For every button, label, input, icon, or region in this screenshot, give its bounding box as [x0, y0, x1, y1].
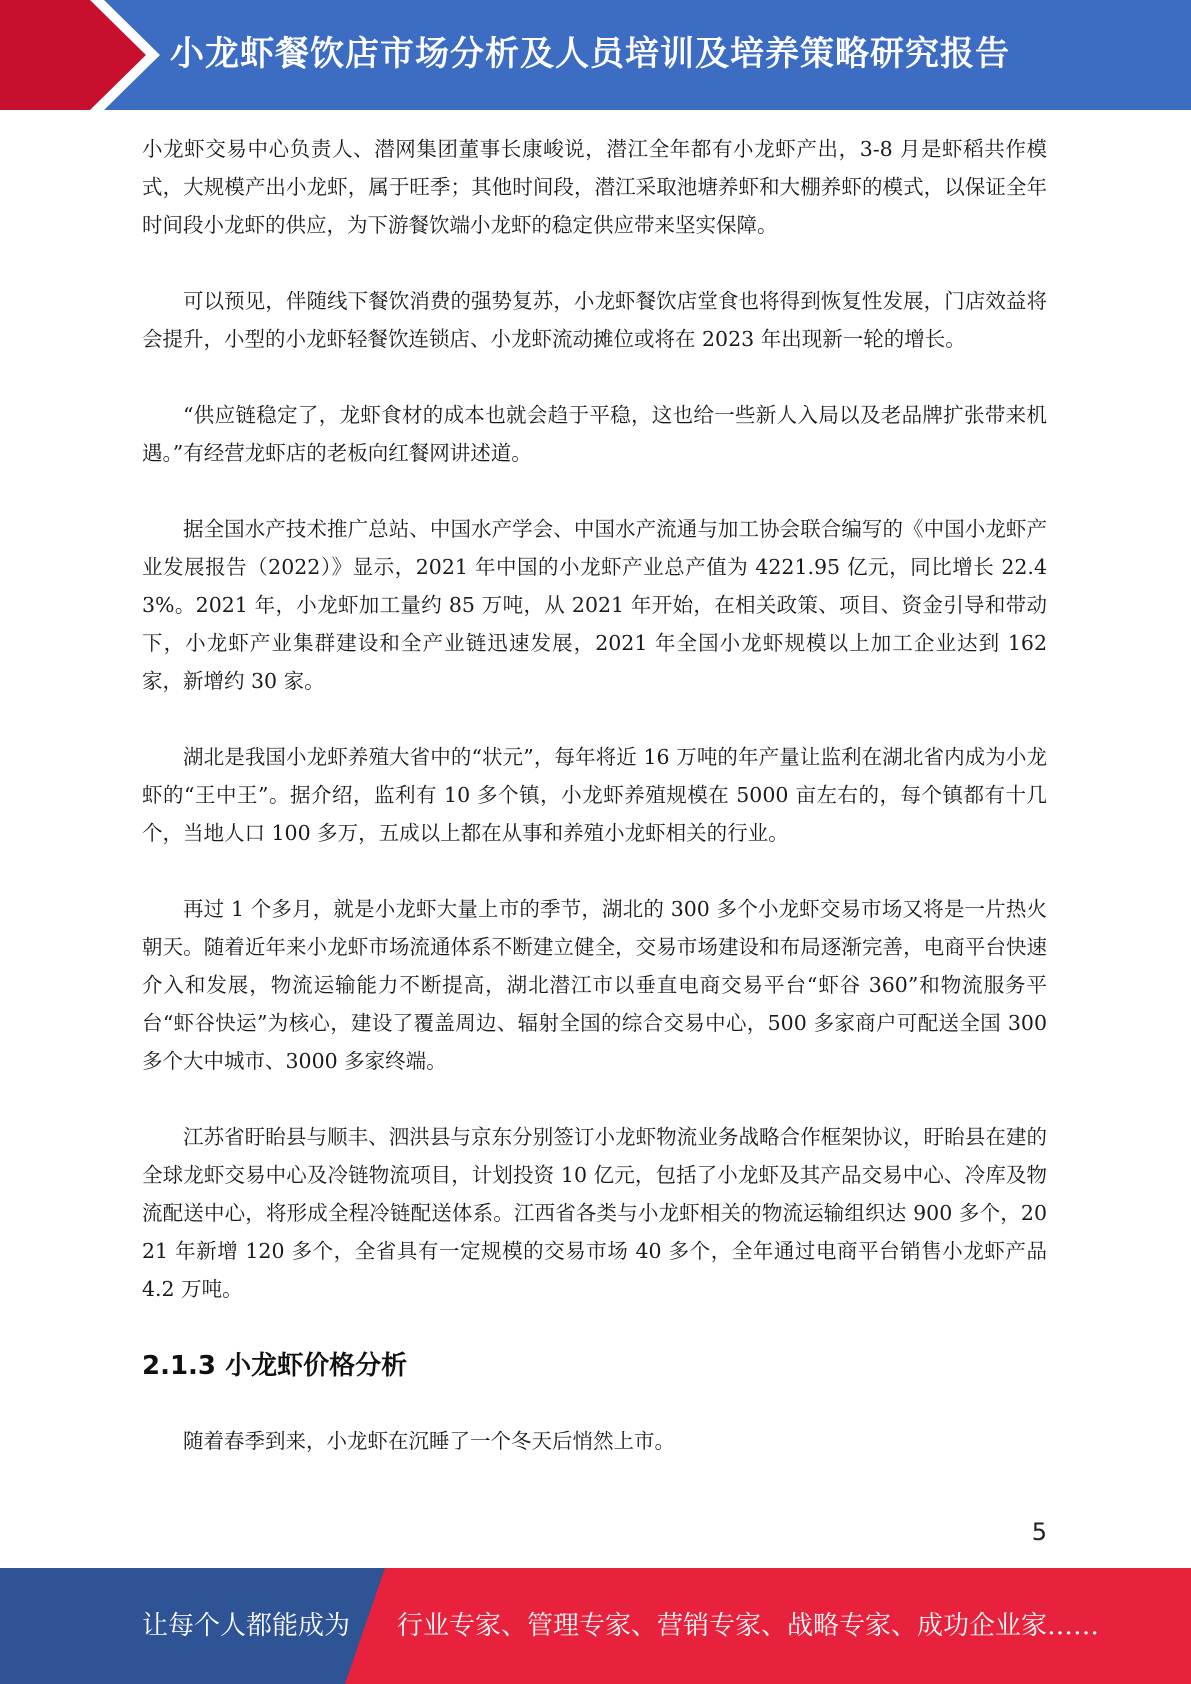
header-red-arrow	[0, 0, 146, 110]
section-heading: 2.1.3 小龙虾价格分析	[142, 1351, 408, 1381]
paragraph-7: 江苏省盱眙县与顺丰、泗洪县与京东分别签订小龙虾物流业务战略合作框架协议，盱眙县在建的全球龙虾交易中心及冷链物流项目，计划投资 10 亿元，包括了小龙虾及其产品交易中心、冷库及物流配送中心，将形成全程冷链配送体系。江西省各类与小龙虾相关的物流运输组织达 900 多个，2021 年新增 120 多个，全省具有一定规模的交易市场 40 多个，全年通过电商平台销售小龙虾产品 4.2 万吨。	[142, 1125, 1047, 1301]
document-title: 小龙虾餐饮店市场分析及人员培训及培养策略研究报告	[170, 34, 1010, 74]
footer-slogan-left: 让每个人都能成为	[142, 1611, 351, 1641]
page-number: 5	[1031, 1518, 1047, 1546]
paragraph-2: 可以预见，伴随线下餐饮消费的强势复苏，小龙虾餐饮店堂食也将得到恢复性发展，门店效益将会提升，小型的小龙虾轻餐饮连锁店、小龙虾流动摊位或将在 2023 年出现新一轮的增长。	[142, 289, 1047, 351]
paragraph-3: “供应链稳定了，龙虾食材的成本也就会趋于平稳，这也给一些新人入局以及老品牌扩张带来机遇。”有经营龙虾店的老板向红餐网讲述道。	[142, 403, 1047, 465]
paragraph-6: 再过 1 个多月，就是小龙虾大量上市的季节，湖北的 300 多个小龙虾交易市场又将是一片热火朝天。随着近年来小龙虾市场流通体系不断建立健全，交易市场建设和布局逐渐完善，电商平台快速介入和发展，物流运输能力不断提高，湖北潜江市以垂直电商交易平台“虾谷 360”和物流服务平台“虾谷快运”为核心，建设了覆盖周边、辐射全国的综合交易中心，500 多家商户可配送全国 300 多个大中城市、3000 多家终端。	[142, 897, 1047, 1073]
paragraph-4: 据全国水产技术推广总站、中国水产学会、中国水产流通与加工协会联合编写的《中国小龙虾产业发展报告（2022）》显示，2021 年中国的小龙虾产业总产值为 4221.95 亿元，同比增长 22.43%。2021 年，小龙虾加工量约 85 万吨，从 2021 年开始，在相关政策、项目、资金引导和带动下，小龙虾产业集群建设和全产业链迅速发展，2021 年全国小龙虾规模以上加工企业达到 162 家，新增约 30 家。	[142, 517, 1047, 693]
paragraph-1: 小龙虾交易中心负责人、潜网集团董事长康峻说，潜江全年都有小龙虾产出，3-8 月是虾稻共作模式，大规模产出小龙虾，属于旺季；其他时间段，潜江采取池塘养虾和大棚养虾的模式，以保证全年时间段小龙虾的供应，为下游餐饮端小龙虾的稳定供应带来坚实保障。	[142, 137, 1047, 237]
main-content	[142, 130, 1047, 1498]
page-header	[0, 0, 1191, 110]
paragraph-5: 湖北是我国小龙虾养殖大省中的“状元”，每年将近 16 万吨的年产量让监利在湖北省内成为小龙虾的“王中王”。据介绍，监利有 10 多个镇，小龙虾养殖规模在 5000 亩左右的，每个镇都有十几个，当地人口 100 多万，五成以上都在从事和养殖小龙虾相关的行业。	[142, 745, 1047, 845]
page-footer	[0, 1568, 1191, 1684]
footer-slogan-right: 行业专家、管理专家、营销专家、战略专家、成功企业家……	[397, 1611, 1100, 1641]
section-paragraph: 随着春季到来，小龙虾在沉睡了一个冬天后悄然上市。	[183, 1429, 675, 1453]
